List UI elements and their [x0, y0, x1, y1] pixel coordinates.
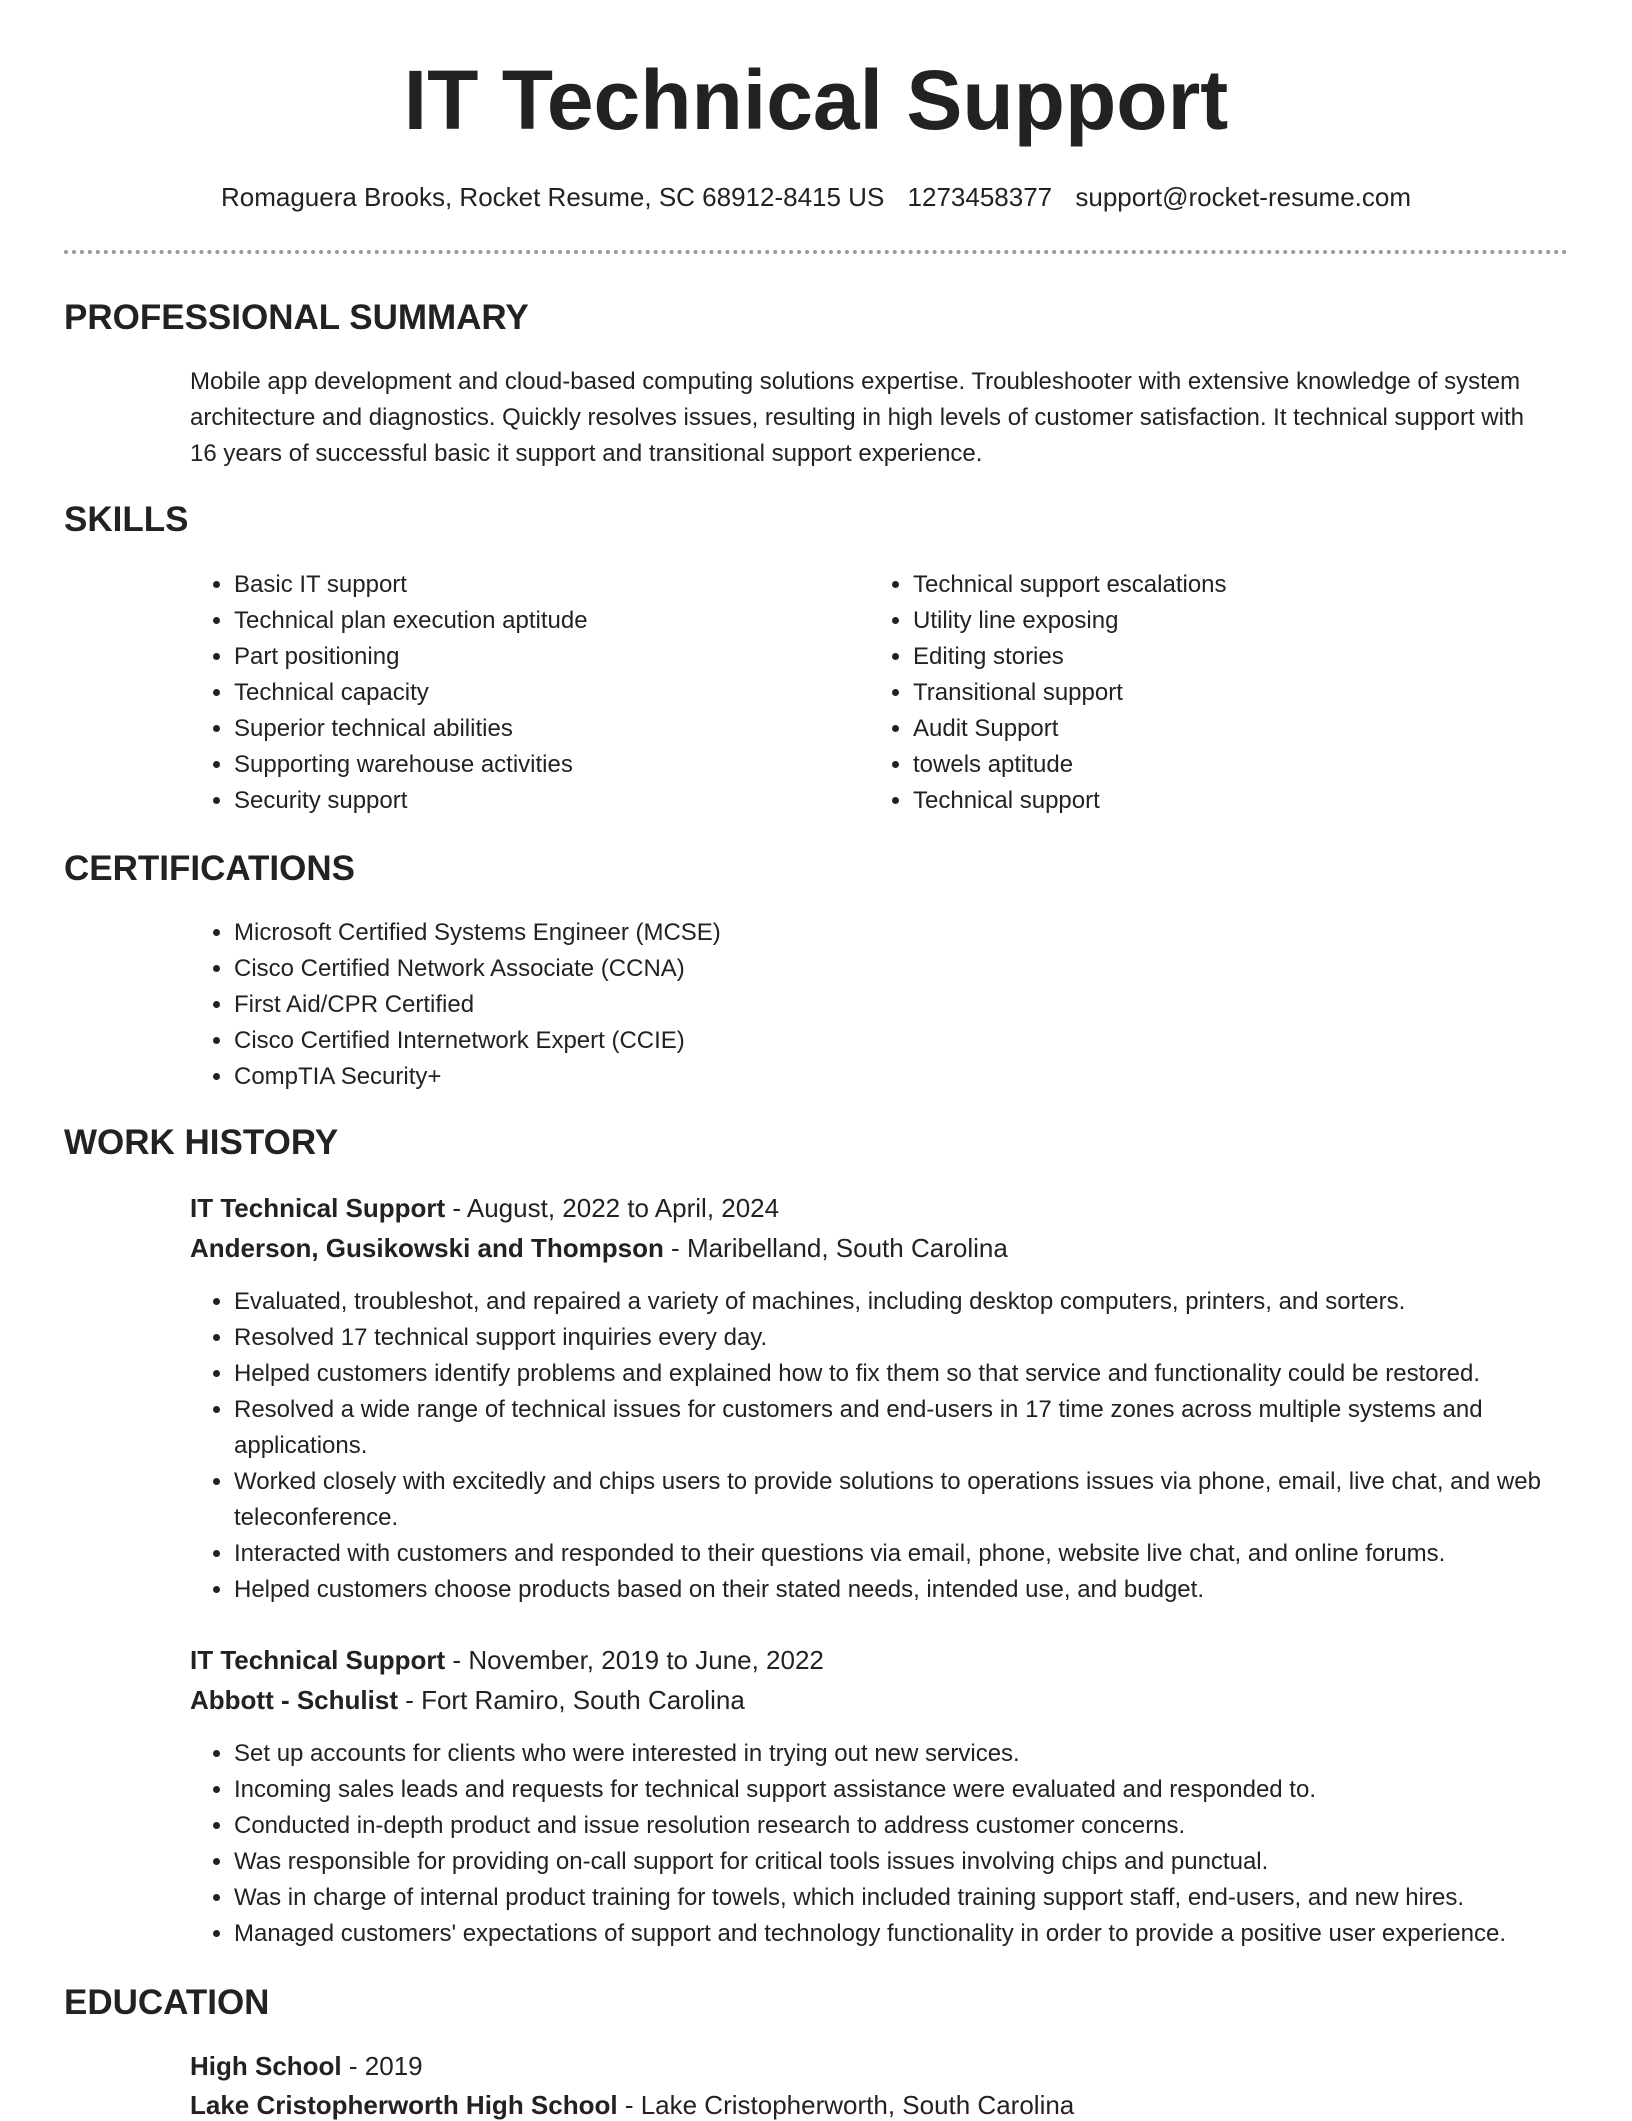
contact-email[interactable]: support@rocket-resume.com [1075, 182, 1412, 212]
job-bullet: • Was responsible for providing on-call support for critical tools issues involving chips and punctual. [234, 1844, 1632, 1880]
summary-heading: PROFESSIONAL SUMMARY [64, 298, 529, 337]
job-bullet: • Resolved 17 technical support inquiries every day. [234, 1320, 1614, 1356]
contact-line [0, 182, 1632, 213]
certification-item: • Cisco Certified Internetwork Expert (CCIE) [234, 1023, 1534, 1059]
skill-item: • Utility line exposing [913, 603, 1563, 639]
job-bullet: • Set up accounts for clients who were interested in trying out new services. [234, 1736, 1632, 1772]
skill-item: • Basic IT support [234, 567, 834, 603]
job-title-line: IT Technical Support - August, 2022 to April, 2024 [190, 1193, 780, 1223]
job-bullet: • Incoming sales leads and requests for technical support assistance were evaluated and responded to. [234, 1772, 1632, 1808]
skill-item: • Supporting warehouse activities [234, 747, 834, 783]
job-company: Anderson, Gusikowski and Thompson [190, 1233, 664, 1263]
certification-item: • Cisco Certified Network Associate (CCNA) [234, 951, 1534, 987]
job-dates: August, 2022 to April, 2024 [466, 1193, 780, 1223]
skill-item: • towels aptitude [913, 747, 1563, 783]
skills-list-left [190, 567, 834, 819]
header-divider [64, 250, 1568, 254]
job-bullet: • Resolved a wide range of technical issues for customers and end-users in 17 time zones across multiple systems and applications. [234, 1392, 1614, 1464]
skill-item: • Superior technical abilities [234, 711, 834, 747]
job-bullets [190, 1736, 1632, 1952]
job-bullet: • Was in charge of internal product training for towels, which included training support staff, end-users, and new hires. [234, 1880, 1632, 1916]
job-company-line: Abbott - Schulist - Fort Ramiro, South Carolina [190, 1685, 745, 1715]
skill-item: • Technical capacity [234, 675, 834, 711]
job-bullet: • Helped customers choose products based on their stated needs, intended use, and budget. [234, 1572, 1614, 1608]
job-bullet: • Conducted in-depth product and issue resolution research to address customer concerns. [234, 1808, 1632, 1844]
skill-item: • Technical plan execution aptitude [234, 603, 834, 639]
education-degree-line: High School - 2019 [190, 2051, 423, 2081]
certification-item: • CompTIA Security+ [234, 1059, 1534, 1095]
certification-item: • Microsoft Certified Systems Engineer (MCSE) [234, 915, 1534, 951]
certifications-heading: CERTIFICATIONS [64, 849, 356, 888]
skills-list-right [869, 567, 1563, 819]
job-dates: November, 2019 to June, 2022 [468, 1645, 824, 1675]
job-bullet: • Helped customers identify problems and explained how to fix them so that service and functionality could be restored. [234, 1356, 1614, 1392]
skill-item: • Audit Support [913, 711, 1563, 747]
education-heading: EDUCATION [64, 1983, 270, 2022]
education-school: Lake Cristopherworth High School [190, 2090, 618, 2120]
resume-name: IT Technical Support [403, 53, 1229, 147]
education-degree: High School [190, 2051, 342, 2081]
work-heading: WORK HISTORY [64, 1123, 339, 1162]
skills-heading: SKILLS [64, 500, 189, 539]
education-location: Lake Cristopherworth, South Carolina [640, 2090, 1075, 2120]
job-bullet: • Managed customers' expectations of support and technology functionality in order to provide a positive user experience. [234, 1916, 1632, 1952]
skill-item: • Part positioning [234, 639, 834, 675]
contact-phone: 1273458377 [907, 182, 1053, 212]
skill-item: • Editing stories [913, 639, 1563, 675]
job-location: Maribelland, South Carolina [686, 1233, 1008, 1263]
job-bullet: • Worked closely with excitedly and chips users to provide solutions to operations issues via phone, email, live chat, and web teleconference. [234, 1464, 1614, 1536]
job-title-line: IT Technical Support - November, 2019 to June, 2022 [190, 1645, 824, 1675]
certifications-list [190, 915, 1534, 1095]
job-company-line: Anderson, Gusikowski and Thompson - Maribelland, South Carolina [190, 1233, 1008, 1263]
certification-item: • First Aid/CPR Certified [234, 987, 1534, 1023]
skill-item: • Security support [234, 783, 834, 819]
job-location: Fort Ramiro, South Carolina [421, 1685, 745, 1715]
job-bullet: • Interacted with customers and responded to their questions via email, phone, website live chat, and online forums. [234, 1536, 1614, 1572]
job-role: IT Technical Support [190, 1645, 446, 1675]
job-company: Abbott - Schulist [190, 1685, 398, 1715]
skill-item: • Transitional support [913, 675, 1563, 711]
job-bullet: • Evaluated, troubleshot, and repaired a variety of machines, including desktop computers, printers, and sorters. [234, 1284, 1614, 1320]
job-bullets [190, 1284, 1614, 1608]
education-school-line: Lake Cristopherworth High School - Lake Cristopherworth, South Carolina [190, 2090, 1075, 2120]
summary-text: Mobile app development and cloud-based computing solutions expertise. Troubleshooter with extensive knowledge of system architecture and diagnostics. Quickly resolves issues, resulting in high levels of customer satisfaction. It technical support with 16 years of successful basic it support and transitional support experience. [190, 368, 1524, 467]
contact-address: Romaguera Brooks, Rocket Resume, SC 68912-8415 US [220, 182, 885, 212]
education-year: 2019 [364, 2051, 423, 2081]
skill-item: • Technical support escalations [913, 567, 1563, 603]
skill-item: • Technical support [913, 783, 1563, 819]
job-role: IT Technical Support [190, 1193, 446, 1223]
